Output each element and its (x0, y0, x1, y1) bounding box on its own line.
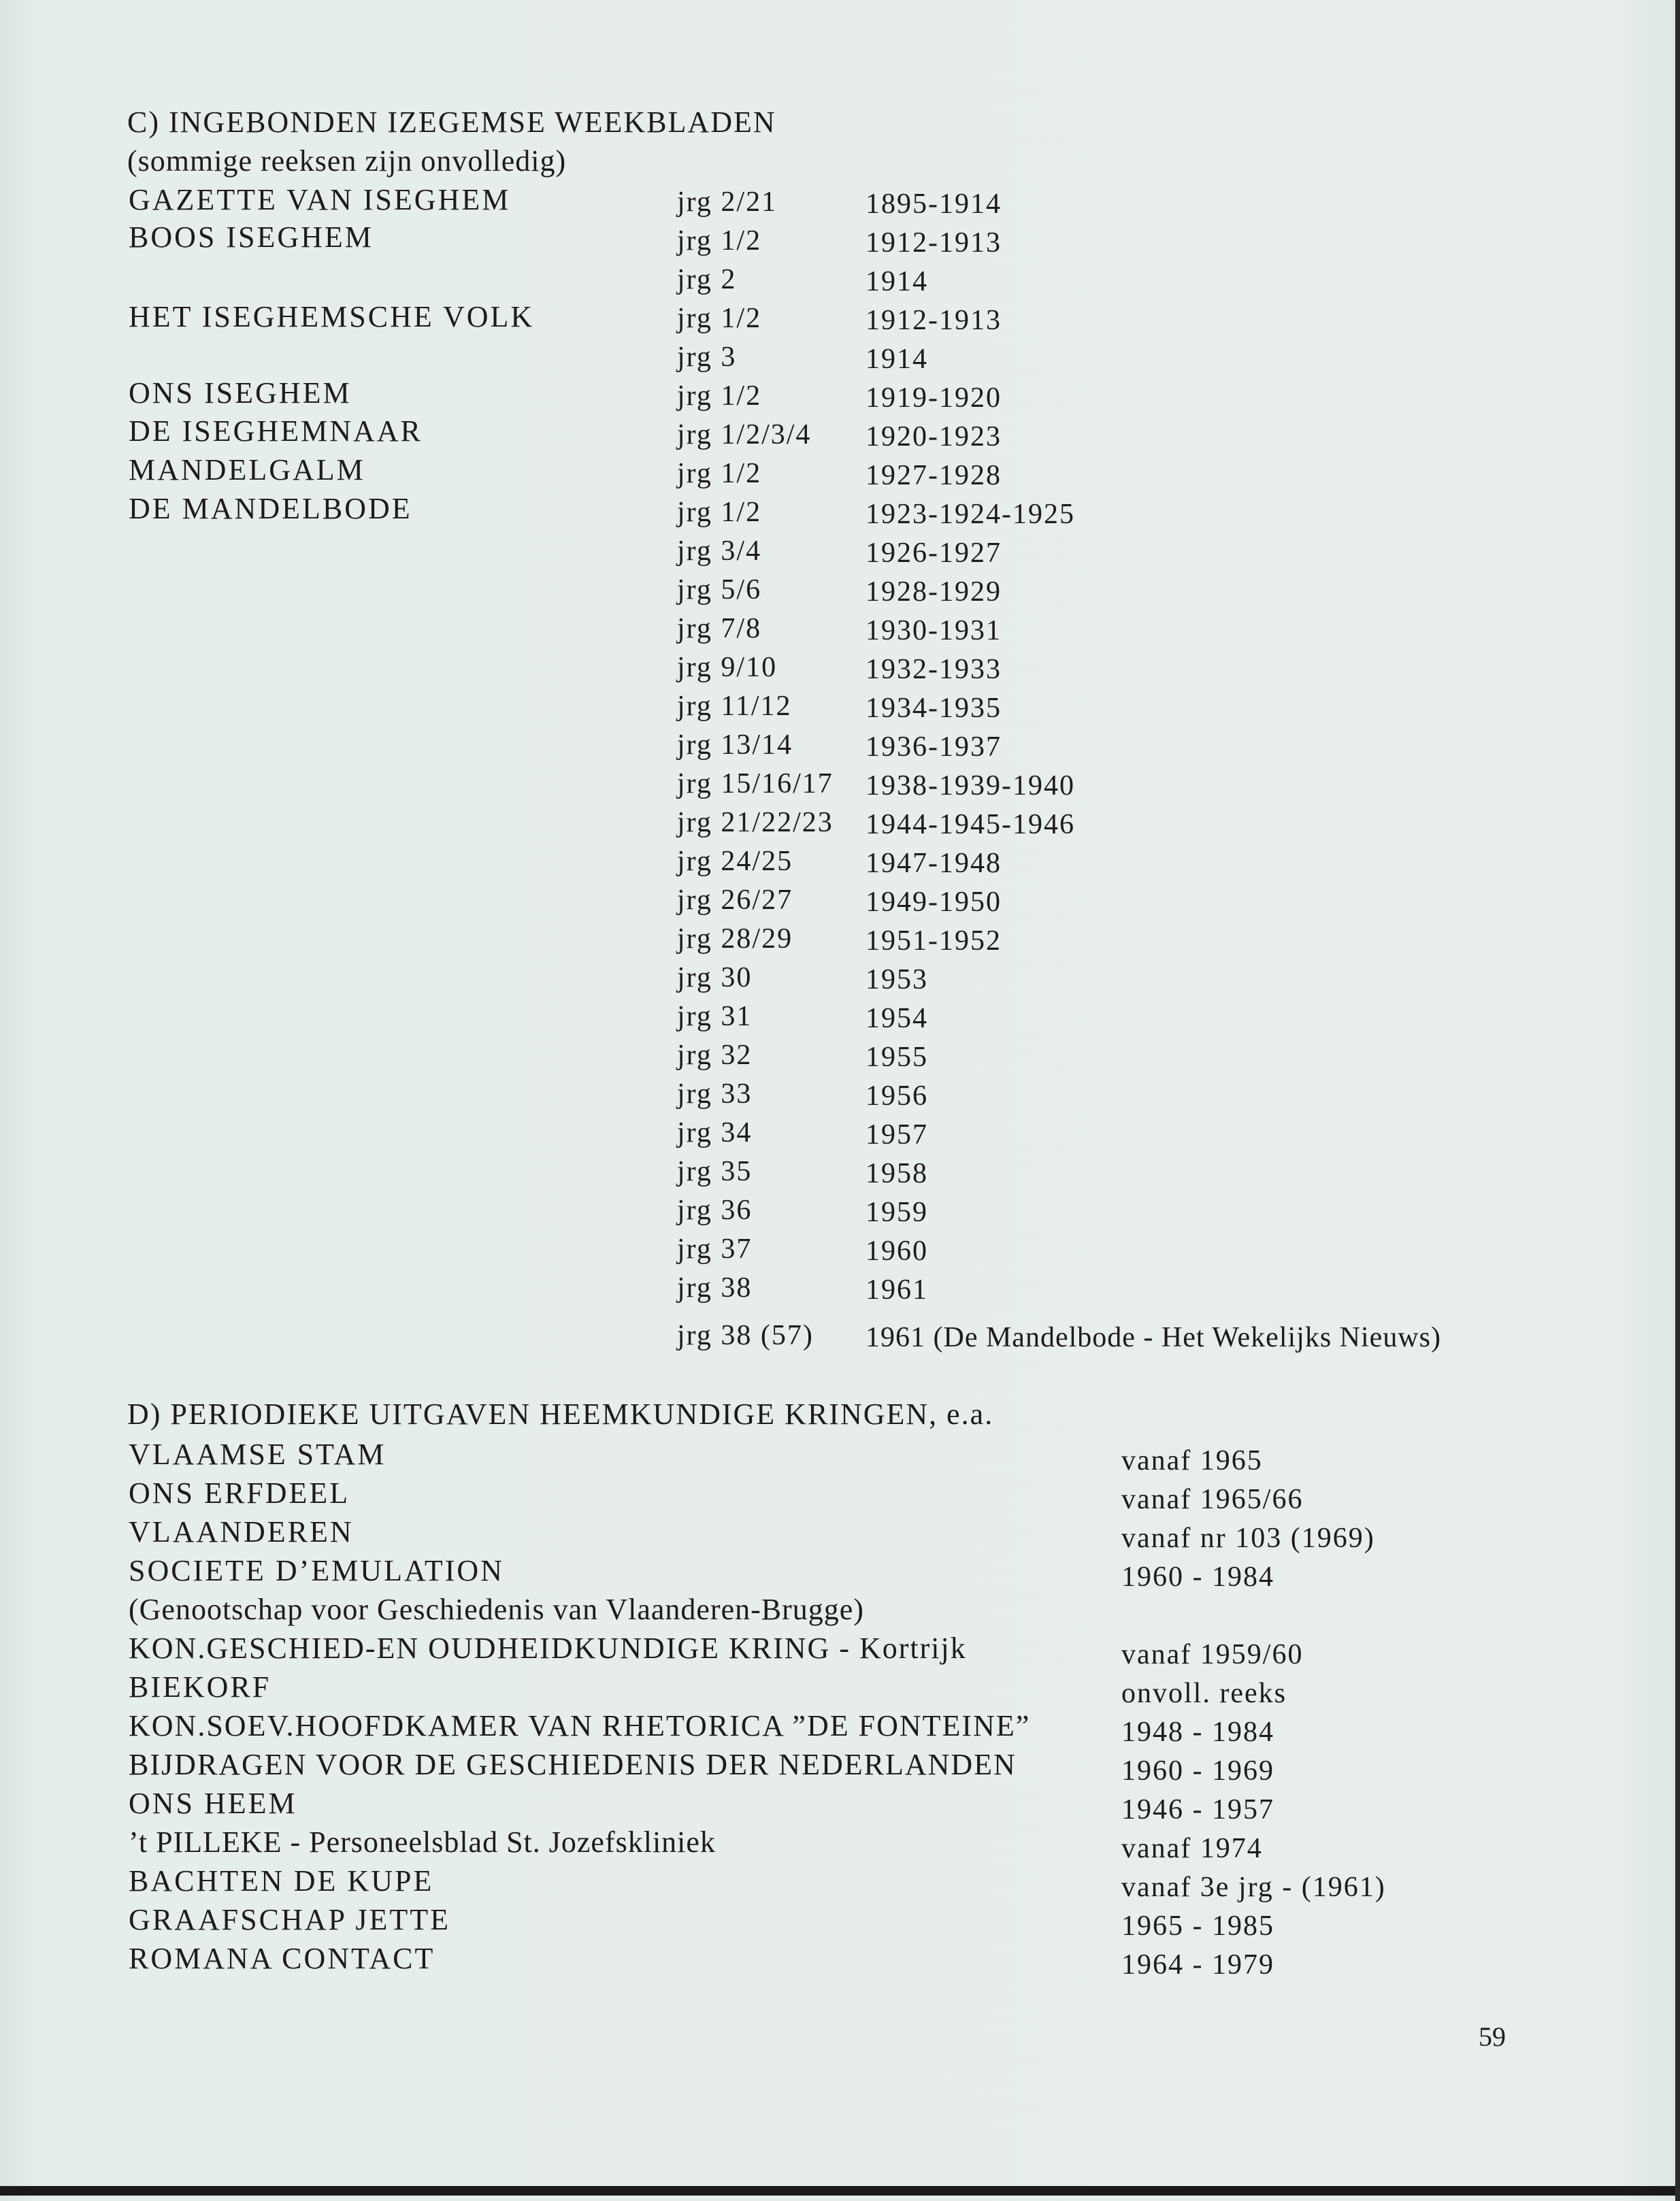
periodical-name: DE MANDELBODE (129, 492, 412, 525)
volume-cell: jrg 36 (677, 1195, 753, 1226)
publication-title: KON.GESCHIED-EN OUDHEIDKUNDIGE KRING - Kortrijk (129, 1632, 967, 1665)
volume-cell: jrg 1/2 (677, 497, 762, 528)
volume-cell: jrg 1/2 (677, 303, 762, 334)
holdings-range: 1946 - 1957 (1121, 1794, 1274, 1825)
years-cell: 1936-1937 (866, 731, 1002, 763)
publication-title: ONS ERFDEEL (129, 1476, 350, 1510)
volume-cell: jrg 13/14 (677, 729, 793, 761)
holdings-range: 1960 - 1984 (1121, 1561, 1274, 1593)
publication-title: GRAAFSCHAP JETTE (129, 1903, 450, 1936)
volume-cell: jrg 37 (677, 1234, 753, 1265)
years-cell: 1912-1913 (866, 305, 1002, 336)
years-cell: 1938-1939-1940 (866, 770, 1075, 801)
volume-cell: jrg 30 (677, 962, 753, 993)
periodical-name: BOOS ISEGHEM (129, 220, 374, 254)
years-cell: 1928-1929 (866, 576, 1002, 608)
periodical-name: MANDELGALM (129, 453, 365, 486)
years-cell: 1949-1950 (866, 887, 1002, 918)
volume-cell: jrg 2/21 (677, 186, 778, 218)
volume-cell: jrg 9/10 (677, 652, 778, 683)
years-cell: 1934-1935 (866, 693, 1002, 724)
publication-title: (Genootschap voor Geschiedenis van Vlaanderen-Brugge) (129, 1593, 864, 1626)
periodical-name: HET ISEGHEMSCHE VOLK (129, 300, 535, 333)
volume-cell: jrg 33 (677, 1078, 753, 1110)
publication-title: ROMANA CONTACT (129, 1942, 435, 1975)
volume-cell: jrg 21/22/23 (677, 807, 834, 838)
years-cell: 1926-1927 (866, 537, 1002, 569)
publication-title: SOCIETE D’EMULATION (129, 1554, 504, 1587)
holdings-range: onvoll. reeks (1121, 1678, 1287, 1709)
holdings-range: vanaf 1965/66 (1121, 1484, 1304, 1515)
years-cell: 1930-1931 (866, 615, 1002, 646)
years-cell: 1947-1948 (866, 848, 1002, 879)
volume-cell: jrg 1/2 (677, 225, 762, 256)
years-cell: 1944-1945-1946 (866, 809, 1075, 840)
years-cell: 1919-1920 (866, 382, 1002, 414)
holdings-range: vanaf nr 103 (1969) (1121, 1523, 1375, 1554)
holdings-range: vanaf 3e jrg - (1961) (1121, 1872, 1386, 1903)
volume-cell: jrg 38 (677, 1272, 753, 1304)
periodical-name: ONS ISEGHEM (129, 376, 352, 410)
volume-cell: jrg 1/2 (677, 380, 762, 412)
years-cell: 1961 (De Mandelbode - Het Wekelijks Nieuws) (866, 1322, 1441, 1353)
years-cell: 1956 (866, 1080, 928, 1112)
volume-cell: jrg 32 (677, 1040, 753, 1071)
publication-title: KON.SOEV.HOOFDKAMER VAN RHETORICA ”DE FONTEINE” (129, 1709, 1031, 1742)
holdings-range: 1965 - 1985 (1121, 1910, 1274, 1942)
volume-cell: jrg 15/16/17 (677, 768, 834, 799)
holdings-range: 1960 - 1969 (1121, 1755, 1274, 1787)
publication-title: BACHTEN DE KUPE (129, 1864, 434, 1898)
years-cell: 1957 (866, 1119, 928, 1151)
years-cell: 1923-1924-1925 (866, 499, 1075, 530)
section-c-heading: C) INGEBONDEN IZEGEMSE WEEKBLADEN (127, 105, 776, 139)
volume-cell: jrg 28/29 (677, 923, 793, 955)
holdings-range: 1964 - 1979 (1121, 1949, 1274, 1981)
publication-title: VLAANDEREN (129, 1515, 354, 1549)
holdings-range: vanaf 1965 (1121, 1445, 1263, 1476)
publication-title: ’t PILLEKE - Personeelsblad St. Jozefskliniek (129, 1825, 716, 1859)
years-cell: 1959 (866, 1197, 928, 1228)
publication-title: VLAAMSE STAM (129, 1438, 386, 1471)
years-cell: 1914 (866, 344, 928, 375)
holdings-range: vanaf 1959/60 (1121, 1639, 1304, 1670)
volume-cell: jrg 11/12 (677, 691, 792, 722)
years-cell: 1895-1914 (866, 188, 1002, 220)
volume-cell: jrg 3/4 (677, 535, 762, 567)
years-cell: 1958 (866, 1158, 928, 1189)
volume-cell: jrg 35 (677, 1156, 753, 1187)
years-cell: 1955 (866, 1042, 928, 1073)
volume-cell: jrg 2 (677, 264, 737, 295)
section-d-heading: D) PERIODIEKE UITGAVEN HEEMKUNDIGE KRINGEN, e.a. (127, 1397, 994, 1431)
publication-title: BIEKORF (129, 1670, 271, 1704)
volume-cell: jrg 34 (677, 1117, 753, 1148)
publication-title: ONS HEEM (129, 1787, 297, 1820)
years-cell: 1927-1928 (866, 460, 1002, 491)
volume-cell: jrg 24/25 (677, 846, 793, 877)
years-cell: 1914 (866, 266, 928, 297)
years-cell: 1920-1923 (866, 421, 1002, 452)
years-cell: 1954 (866, 1003, 928, 1034)
volume-cell: jrg 38 (57) (677, 1320, 814, 1351)
publication-title: BIJDRAGEN VOOR DE GESCHIEDENIS DER NEDERLANDEN (129, 1748, 1017, 1781)
bottom-scan-edge (0, 2186, 1680, 2196)
periodical-name: GAZETTE VAN ISEGHEM (129, 183, 511, 216)
volume-cell: jrg 7/8 (677, 613, 762, 644)
right-scan-edge (1675, 0, 1680, 2201)
years-cell: 1912-1913 (866, 227, 1002, 259)
page-number: 59 (1479, 2021, 1506, 2052)
years-cell: 1953 (866, 964, 928, 995)
periodical-name: DE ISEGHEMNAAR (129, 414, 423, 448)
volume-cell: jrg 1/2/3/4 (677, 419, 812, 450)
volume-cell: jrg 1/2 (677, 458, 762, 489)
holdings-range: vanaf 1974 (1121, 1833, 1263, 1864)
years-cell: 1961 (866, 1274, 928, 1306)
years-cell: 1960 (866, 1236, 928, 1267)
volume-cell: jrg 3 (677, 342, 737, 373)
years-cell: 1951-1952 (866, 925, 1002, 957)
years-cell: 1932-1933 (866, 654, 1002, 685)
section-c-subtitle: (sommige reeksen zijn onvolledig) (127, 144, 567, 178)
volume-cell: jrg 26/27 (677, 884, 793, 916)
holdings-range: 1948 - 1984 (1121, 1717, 1274, 1748)
volume-cell: jrg 5/6 (677, 574, 762, 606)
volume-cell: jrg 31 (677, 1001, 753, 1032)
